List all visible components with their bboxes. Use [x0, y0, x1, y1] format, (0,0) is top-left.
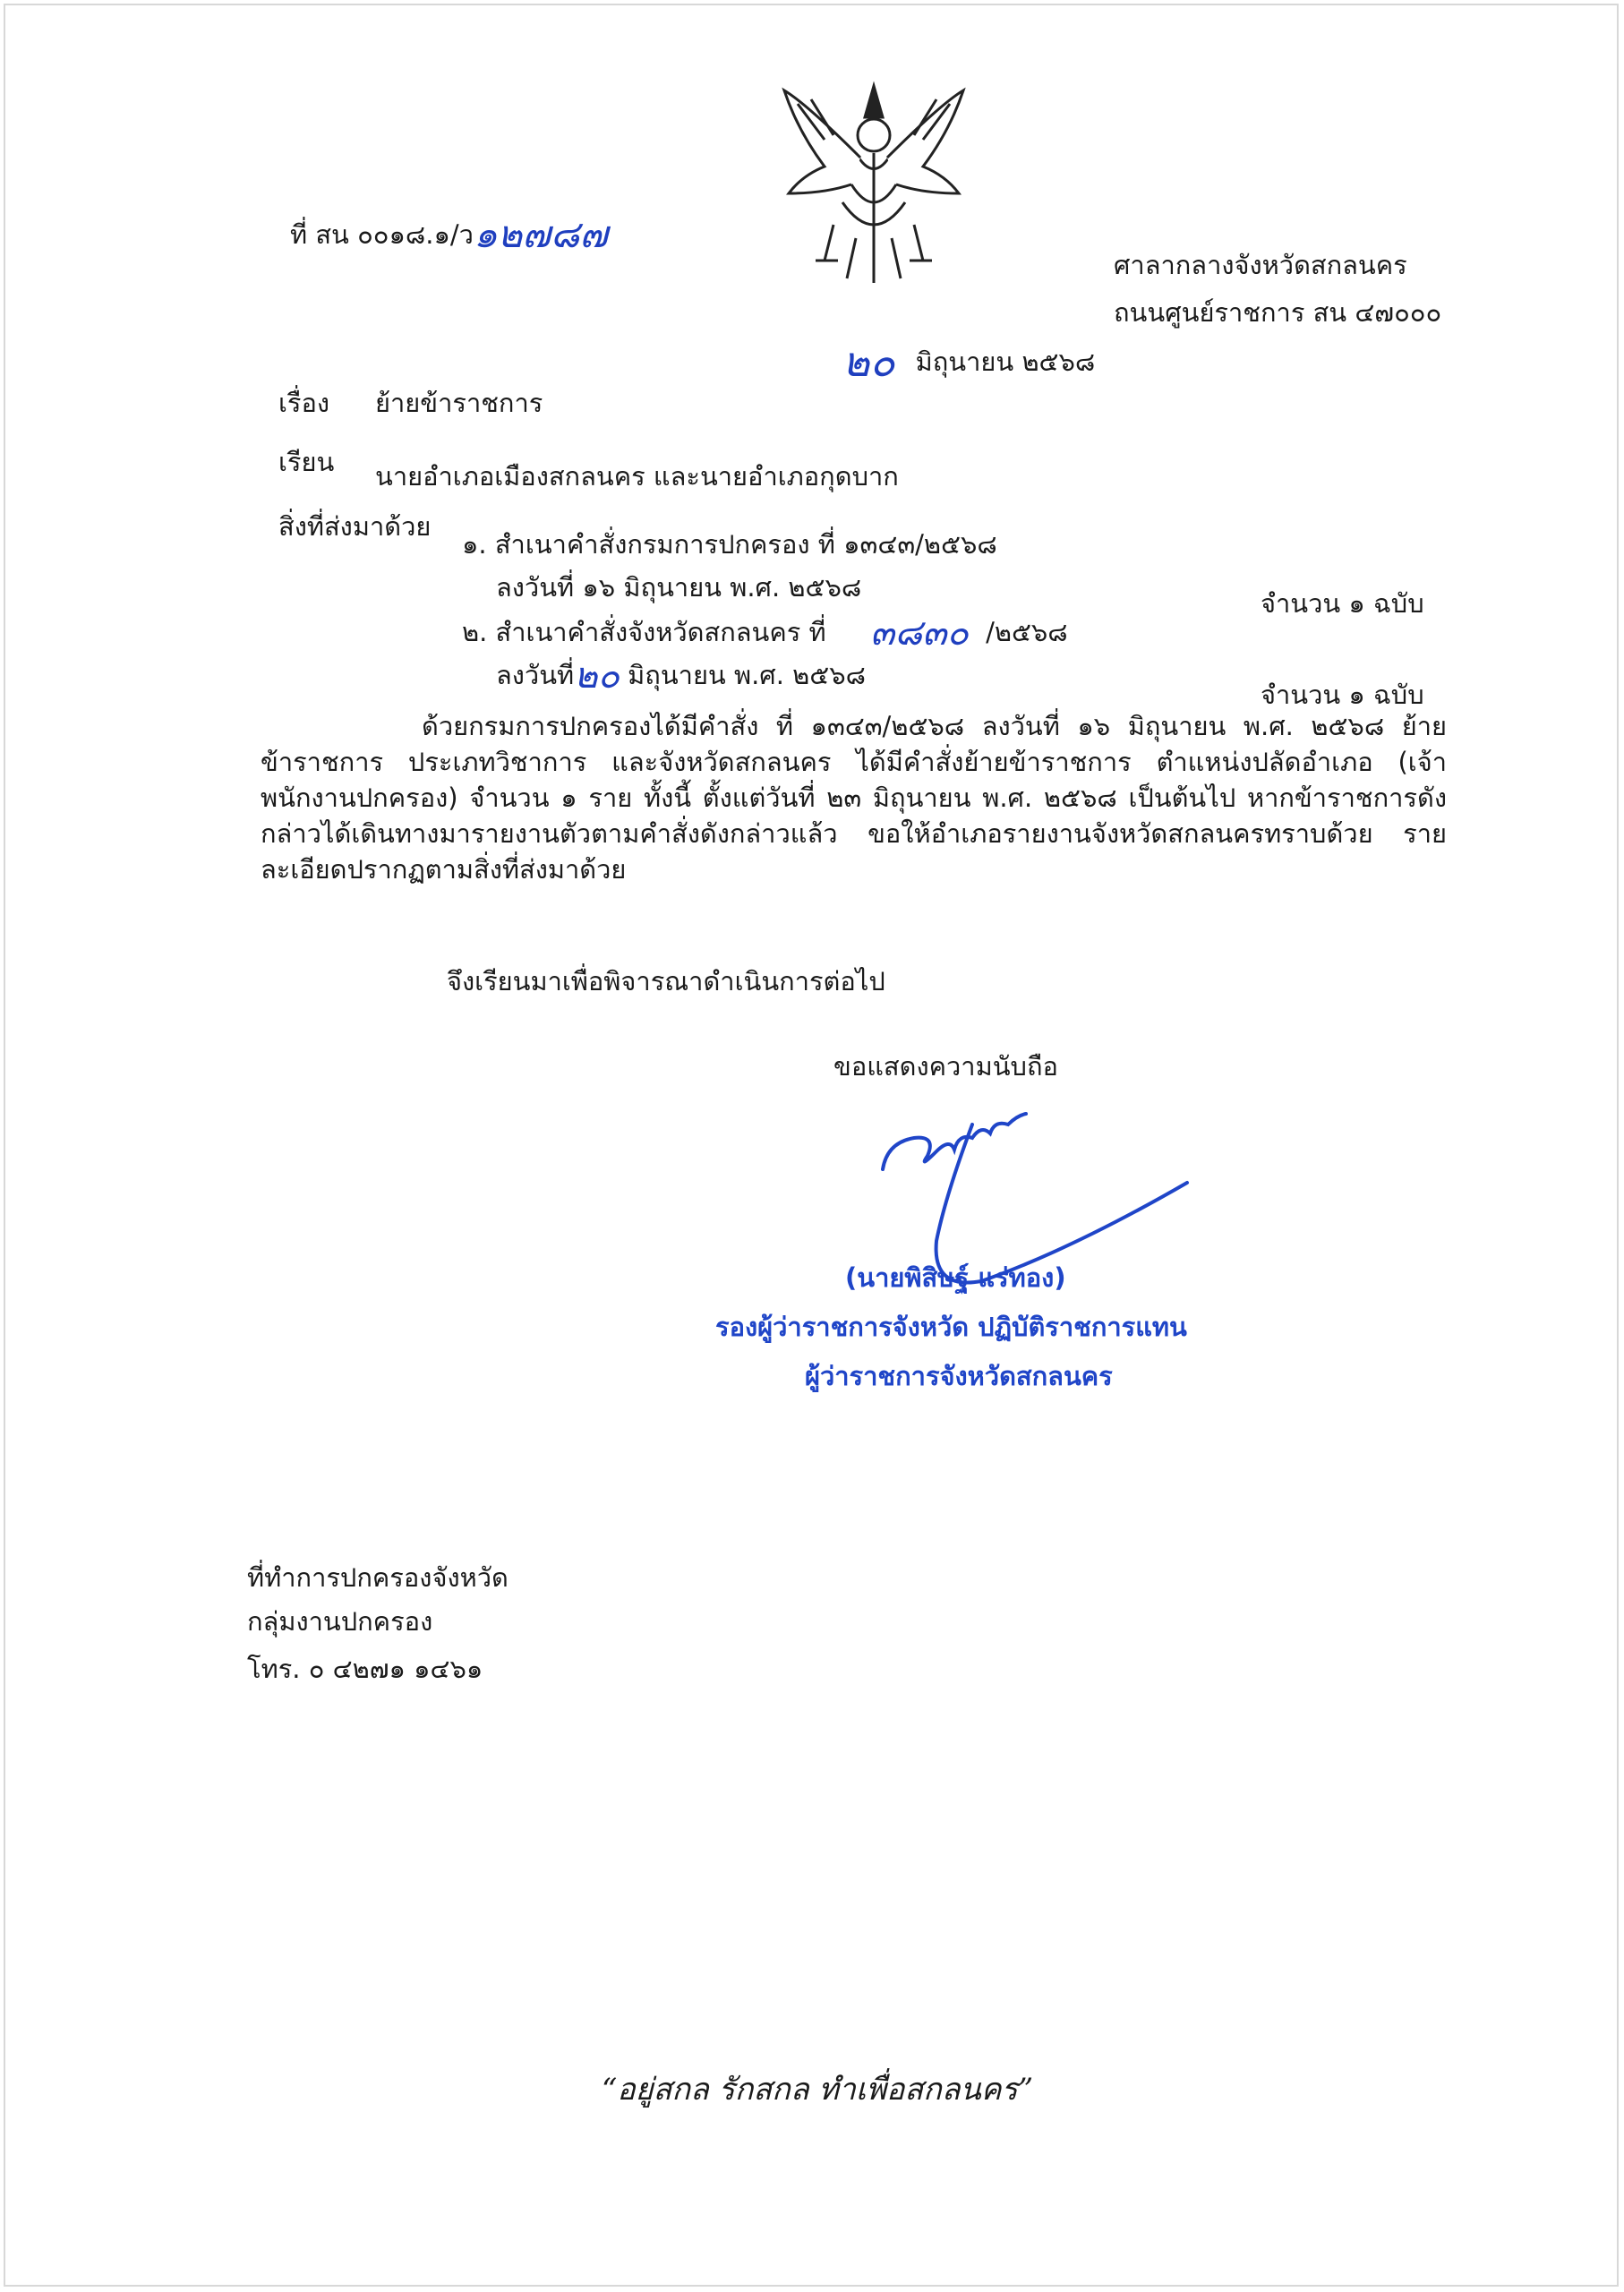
signatory-title-line2: ผู้ว่าราชการจังหวัดสกลนคร [805, 1361, 1113, 1391]
footer-office: ที่ทำการปกครองจังหวัด [247, 1562, 509, 1593]
agency-name: ศาลากลางจังหวัดสกลนคร [1114, 250, 1407, 280]
reference-prefix: ที่ สน ๐๐๑๘.๑/ว [290, 219, 474, 250]
signatory-title-line1: รองผู้ว่าราชการจังหวัด ปฏิบัติราชการแทน [715, 1312, 1187, 1342]
enclosure-2-date-rest: มิถุนายน พ.ศ. ๒๕๖๘ [628, 660, 866, 690]
enclosure-2-day-handwritten: ๒๐ [574, 655, 620, 697]
enclosure-2-year: /๒๕๖๘ [986, 617, 1068, 647]
body-paragraph-text: ด้วยกรมการปกครองได้มีคำสั่ง ที่ ๑๓๔๓/๒๕๖๘ ลงวันที่ ๑๖ มิถุนายน พ.ศ. ๒๕๖๘ ย้ายข้าราชการ ประเภทวิชาการ และจังหวัดสกลนคร ได้มีคำสั่งย้ายข้าราชการ ตำแหน่งปลัดอำเภอ (เจ้าพนักงานปกครอง) จำนวน ๑ ราย ทั้งนี้ ตั้งแต่วันที่ ๒๓ มิถุนายน พ.ศ. ๒๕๖๘ เป็นต้นไป หากข้าราชการดังกล่าวได้เดินทางมารายงานตัวตามคำสั่งดังกล่าวแล้ว ขอให้อำเภอรายงานจังหวัดสกลนครทราบด้วย รายละเอียดปรากฏตามสิ่งที่ส่งมาด้วย [261, 711, 1447, 885]
enclosure-2-date-prefix: ลงวันที่ [496, 660, 575, 690]
enclosure-2-line2 [496, 655, 866, 697]
signatory-name: (นายพิสิษฐ์ แร่ทอง) [845, 1262, 1066, 1293]
body-paragraph [261, 708, 1447, 887]
courtesy-closing: ขอแสดงความนับถือ [833, 1051, 1058, 1082]
subject-text: ย้ายข้าราชการ [375, 388, 543, 418]
enclosure-2-prefix: ๒. สำเนาคำสั่งจังหวัดสกลนคร ที่ [462, 617, 826, 647]
letter-date [842, 338, 1096, 386]
enclosures-label: สิ่งที่ส่งมาด้วย [278, 511, 432, 542]
enclosure-2-quantity: จำนวน ๑ ฉบับ [1261, 680, 1424, 710]
date-month-year: มิถุนายน ๒๕๖๘ [915, 346, 1096, 377]
enclosure-1-line1: ๑. สำเนาคำสั่งกรมการปกครอง ที่ ๑๓๔๓/๒๕๖๘ [462, 529, 997, 560]
enclosure-1-line2: ลงวันที่ ๑๖ มิถุนายน พ.ศ. ๒๕๖๘ [496, 572, 862, 603]
date-day-handwritten: ๒๐ [842, 338, 895, 386]
reference-number [290, 212, 608, 256]
reference-handwritten-number: ๑๒๗๘๗ [473, 212, 608, 256]
salutation-label: เรียน [278, 447, 335, 477]
enclosure-2-order-handwritten: ๓๘๓๐ [869, 612, 969, 654]
province-slogan: “อยู่สกล รักสกล ทำเพื่อสกลนคร” [601, 2072, 1034, 2108]
enclosure-2-line1 [462, 612, 1068, 654]
closing-request: จึงเรียนมาเพื่อพิจารณาดำเนินการต่อไป [447, 966, 885, 996]
letter-page [4, 4, 1619, 2287]
subject-label: เรื่อง [278, 388, 330, 418]
salutation-text: นายอำเภอเมืองสกลนคร และนายอำเภอกุดบาก [375, 461, 899, 492]
footer-phone: โทร. ๐ ๔๒๗๑ ๑๔๖๑ [247, 1654, 483, 1684]
enclosure-1-quantity: จำนวน ๑ ฉบับ [1261, 588, 1424, 619]
agency-address: ถนนศูนย์ราชการ สน ๔๗๐๐๐ [1114, 297, 1442, 328]
garuda-emblem [771, 68, 977, 287]
footer-division: กลุ่มงานปกครอง [247, 1606, 433, 1637]
